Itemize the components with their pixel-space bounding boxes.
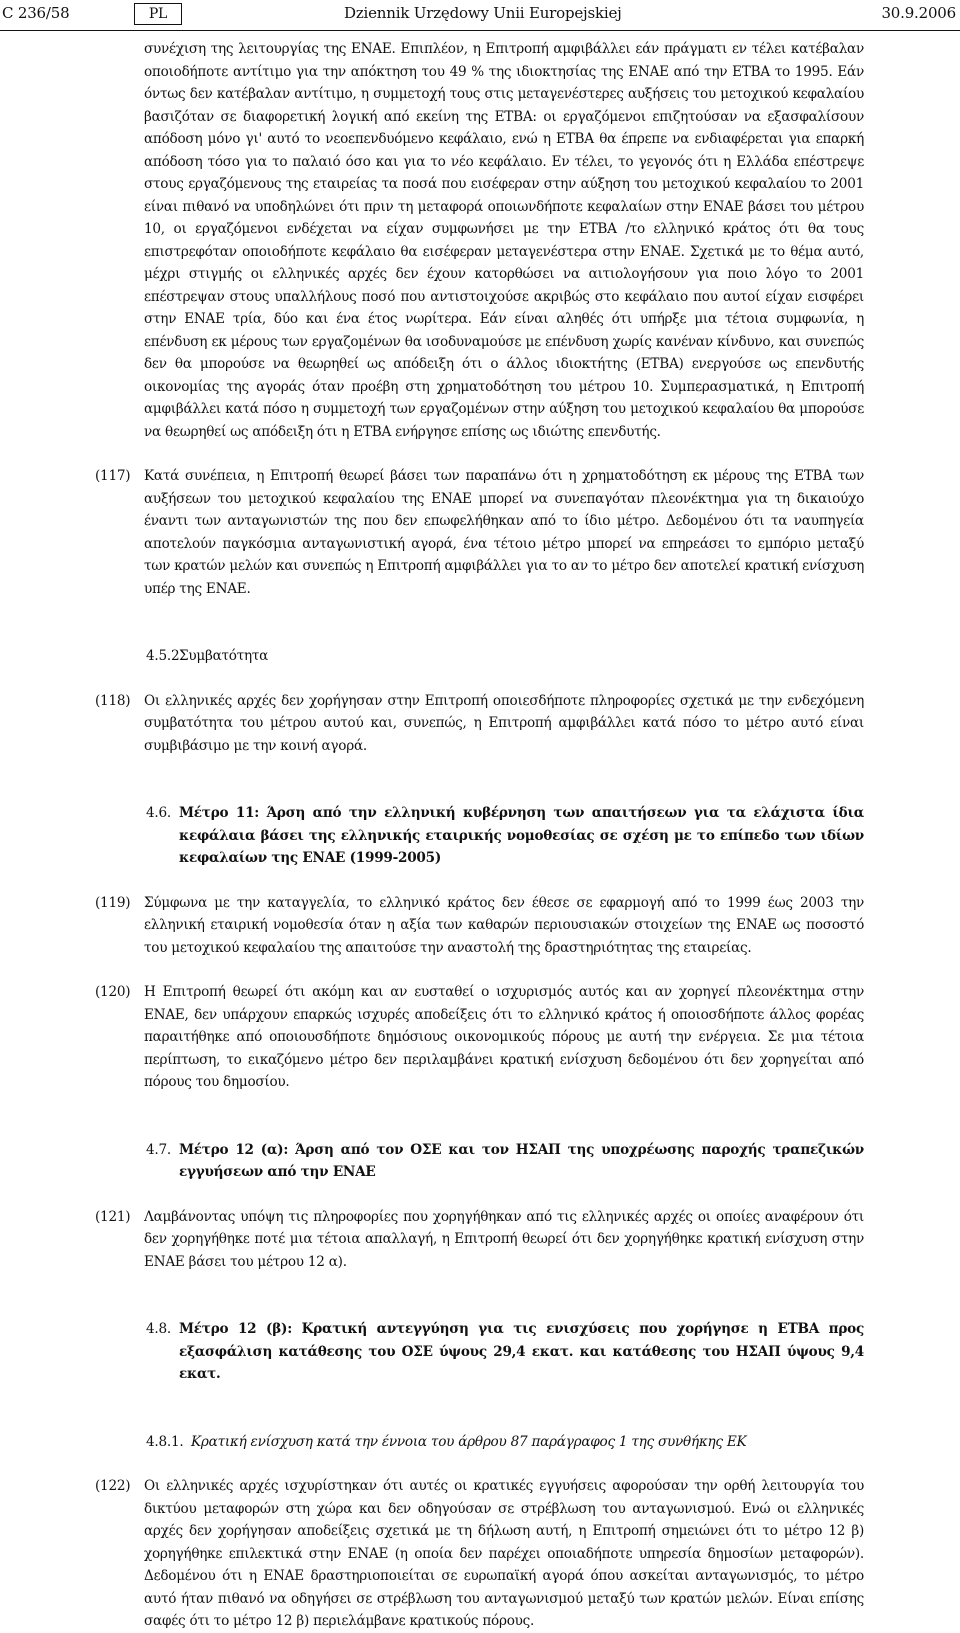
heading-4-8-1 — [146, 1431, 864, 1454]
paragraph-number: (118) — [95, 692, 131, 709]
journal-title: Dziennik Urzędowy Unii Europejskiej — [344, 4, 622, 22]
page-header — [0, 0, 960, 34]
heading-text: Συμβατότητα — [179, 648, 269, 664]
language-badge: PL — [134, 3, 182, 25]
paragraph-number: (117) — [95, 468, 131, 484]
paragraph-text: Σύμφωνα με την καταγγελία, το ελληνικό κράτος δεν έθεσε σε εφαρμογή από το 1999 έως 2003 την ελληνική εταιρική νομοθεσία όταν η αξία των καθαρών περιουσιακών στοιχείων της ΕΝΑΕ ως ποσοστό του μετοχικού κεφαλαίου της απαιτούσε την αναστολή της δραστηριότητας της εταιρείας. — [144, 894, 864, 956]
paragraph-120 — [95, 981, 864, 1094]
header-divider — [0, 30, 960, 31]
heading-4-5-2 — [146, 645, 864, 668]
paragraph-text: Κατά συνέπεια, η Επιτροπή θεωρεί βάσει των παραπάνω ότι η χρηματοδότηση εκ μέρους της ΕΤΒΑ των αυξήσεων του μετοχικού κεφαλαίου της ΕΝΑΕ μπορεί να συνεπαγόταν πλεονέκτημα για τη δικαιούχο έναντι των ανταγωνιστών της που δεν επωφελήθηκαν από το ίδιο μέτρο. Δεδομένου ότι τα ναυπηγεία αποτελούν παγκόσμια ανταγωνιστική αγορά, ένα τέτοιο μέτρο μπορεί να επηρεάσει το εμπόριο μεταξύ των κρατών μελών και συνεπώς η Επιτροπή αμφιβάλλει για το αν το μέτρο δεν αποτελεί κρατική ενίσχυση υπέρ της ΕΝΑΕ. — [144, 468, 864, 597]
paragraph-121 — [95, 1206, 864, 1274]
paragraph-text: Οι ελληνικές αρχές ισχυρίστηκαν ότι αυτές οι κρατικές εγγυήσεις αφορούσαν την ορθή λειτουργία του δικτύου μεταφορών στη χώρα και δεν οδηγούσαν σε στρέβλωση του ανταγωνισμού. Ενώ οι ελληνικές αρχές δεν χορήγησαν αποδείξεις σχετικά με τη δήλωση αυτή, η Επιτροπή σημειώνει ότι το μέτρο 12 β) χορηγήθηκε επιλεκτικά στην ΕΝΑΕ (η οποία δεν παρέχει οποιαδήποτε υπηρεσία δημοσίων μεταφορών). Δεδομένου ότι η ΕΝΑΕ δραστηριοποιείται σε ευρωπαϊκή αγορά όπου ασκείται ανταγωνισμός, το μέτρο αυτό ήταν πιθανό να οδηγήσει σε στρέβλωση του ανταγωνισμού μεταξύ των κρατών μελών. Είναι επίσης σαφές ότι το μέτρο 12 β) περιελάμβανε κρατικούς πόρους. — [144, 1478, 864, 1629]
paragraph-text: Λαμβάνοντας υπόψη τις πληροφορίες που χορηγήθηκαν από τις ελληνικές αρχές οι οποίες αναφέρουν ότι δεν χορηγήθηκε ποτέ μια τέτοια απαλλαγή, η Επιτροπή θεωρεί ότι δεν χορηγήθηκε κρατική ενίσχυση στην ΕΝΑΕ βάσει του μέτρου 12 α). — [144, 1208, 864, 1270]
paragraph-number: (120) — [95, 984, 131, 1000]
heading-text: Κρατική ενίσχυση κατά την έννοια του άρθρου 87 παράγραφος 1 της συνθήκης ΕΚ — [191, 1433, 747, 1450]
paragraph-number: (119) — [95, 894, 131, 911]
paragraph-number: (121) — [95, 1208, 131, 1225]
heading-4-6 — [146, 802, 864, 870]
paragraph-117 — [95, 465, 864, 600]
document-body — [0, 38, 960, 1633]
heading-4-8 — [146, 1318, 864, 1386]
heading-text: Μέτρο 11: Άρση από την ελληνική κυβέρνηση των απαιτήσεων για τα ελάχιστα ίδια κεφάλαια βάσει της ελληνικής εταιρικής νομοθεσίας σε σχέση με το επίπεδο των ιδίων κεφαλαίων της ΕΝΑΕ (1999-2005) — [179, 805, 864, 866]
heading-text: Μέτρο 12 (β): Κρατική αντεγγύηση για τις ενισχύσεις που χορήγησε η ΕΤΒΑ προς εξασφάλιση κατάθεσης του ΟΣΕ ύψους 29,4 εκατ. και κατάθεσης του ΗΣΑΠ ύψους 9,4 εκατ. — [179, 1321, 864, 1382]
paragraph-118 — [95, 690, 864, 758]
heading-number: 4.8.1. — [146, 1433, 184, 1450]
heading-number: 4.7. — [146, 1141, 171, 1158]
paragraph-122 — [95, 1475, 864, 1633]
heading-number: 4.8. — [146, 1321, 171, 1337]
paragraph-text: Οι ελληνικές αρχές δεν χορήγησαν στην Επιτροπή οποιεσδήποτε πληροφορίες σχετικά με την ενδεχόμενη συμβατότητα του μέτρου αυτού και, συνεπώς, η Επιτροπή αμφιβάλλει κατά πόσο το μέτρο αυτό είναι συμβιβάσιμο με την κοινή αγορά. — [144, 692, 864, 754]
heading-number: 4.6. — [146, 805, 171, 821]
publication-date: 30.9.2006 — [881, 4, 956, 22]
paragraph-119 — [95, 892, 864, 960]
heading-text: Μέτρο 12 (α): Άρση από τον ΟΣΕ και τον ΗΣΑΠ της υποχρέωσης παροχής τραπεζικών εγγυήσεων από την ΕΝΑΕ — [179, 1141, 864, 1180]
page-number: C 236/58 — [2, 4, 70, 22]
heading-4-7 — [146, 1139, 864, 1184]
heading-number: 4.5.2. — [146, 648, 184, 664]
continued-paragraph: συνέχιση της λειτουργίας της ΕΝΑΕ. Επιπλέον, η Επιτροπή αμφιβάλλει εάν πράγματι εν τέλει κατέβαλαν οποιοδήποτε αντίτιμο για την απόκτηση του 49 % της ιδιοκτησίας της ΕΝΑΕ από την ΕΤΒΑ το 1995. Εάν όντως δεν κατέβαλαν αντίτιμο, η συμμετοχή τους στις μεταγενέστερες αυξήσεις του μετοχικού κεφαλαίου βασιζόταν σε διαφορετική λογική από εκείνη της ΕΤΒΑ: οι εργαζόμενοι επιζητούσαν να εξασφαλίσουν απόδοση μόνο γι' αυτό το νεοεπενδυόμενο κεφάλαιο, ενώ η ΕΤΒΑ θα έπρεπε να ενδιαφέρεται για επαρκή απόδοση τόσο για το παλαιό όσο και για το νέο κεφάλαιο. Εν τέλει, το γεγονός ότι η Ελλάδα επέστρεψε στους εργαζόμενους της εταιρείας τα ποσά που εισέφεραν στην αύξηση του μετοχικού κεφαλαίου το 2001 είναι πιθανό να υποδηλώνει ότι πριν τη μεταφορά οποιωνδήποτε κεφαλαίων στην ΕΝΑΕ βάσει του μέτρου 10, οι εργαζόμενοι ενδέχεται να είχαν συμφωνήσει με την ΕΤΒΑ /το ελληνικό κράτος ότι θα τους επιστρεφόταν οποιοδήποτε κεφάλαιο θα εισέφεραν μεταγενέστερα στην ΕΝΑΕ. Σχετικά με το θέμα αυτό, μέχρι στιγμής οι ελληνικές αρχές δεν έχουν κατορθώσει να αιτιολογήσουν για ποιο λόγο το 2001 επέστρεψαν στους υπαλλήλους ποσό που αντιστοιχούσε ακριβώς στο κεφάλαιο που αυτοί είχαν εισφέρει στην ΕΝΑΕ τρία, δύο και ένα έτος νωρίτερα. Εάν είναι αληθές ότι υπήρξε μια τέτοια συμφωνία, η επένδυση εκ μέρους των εργαζομένων θα ισοδυναμούσε με επένδυση χωρίς κανέναν κίνδυνο, και συνεπώς δεν θα μπορούσε να θεωρηθεί ως απόδειξη ότι ο άλλος ιδιοκτήτης (ΕΤΒΑ) ενεργούσε ως επενδυτής οικονομίας της αγοράς όταν προέβη στη χρηματοδότηση του μέτρου 10. Συμπερασματικά, η Επιτροπή αμφιβάλλει κατά πόσο η συμμετοχή των εργαζομένων στην αύξηση του μετοχικού κεφαλαίου θα μπορούσε να θεωρηθεί ως απόδειξη ότι η ΕΤΒΑ ενήργησε επίσης ως ιδιώτης επενδυτής. — [144, 41, 864, 440]
paragraph-text: Η Επιτροπή θεωρεί ότι ακόμη και αν ευσταθεί ο ισχυρισμός αυτός και αν χορηγεί πλεονέκτημα στην ΕΝΑΕ, δεν υπάρχουν επαρκώς ισχυρές αποδείξεις ότι το ελληνικό κράτος ή οποιοσδήποτε άλλος φορέας παραιτήθηκε από οποιουσδήποτε δημόσιους οικονομικούς πόρους με αυτή την ενέργεια. Σε μια τέτοια περίπτωση, το εικαζόμενο μέτρο δεν περιλαμβάνει κρατική ενίσχυση δεδομένου ότι δεν χορηγείται από πόρους του δημοσίου. — [144, 984, 864, 1090]
paragraph-number: (122) — [95, 1478, 131, 1494]
